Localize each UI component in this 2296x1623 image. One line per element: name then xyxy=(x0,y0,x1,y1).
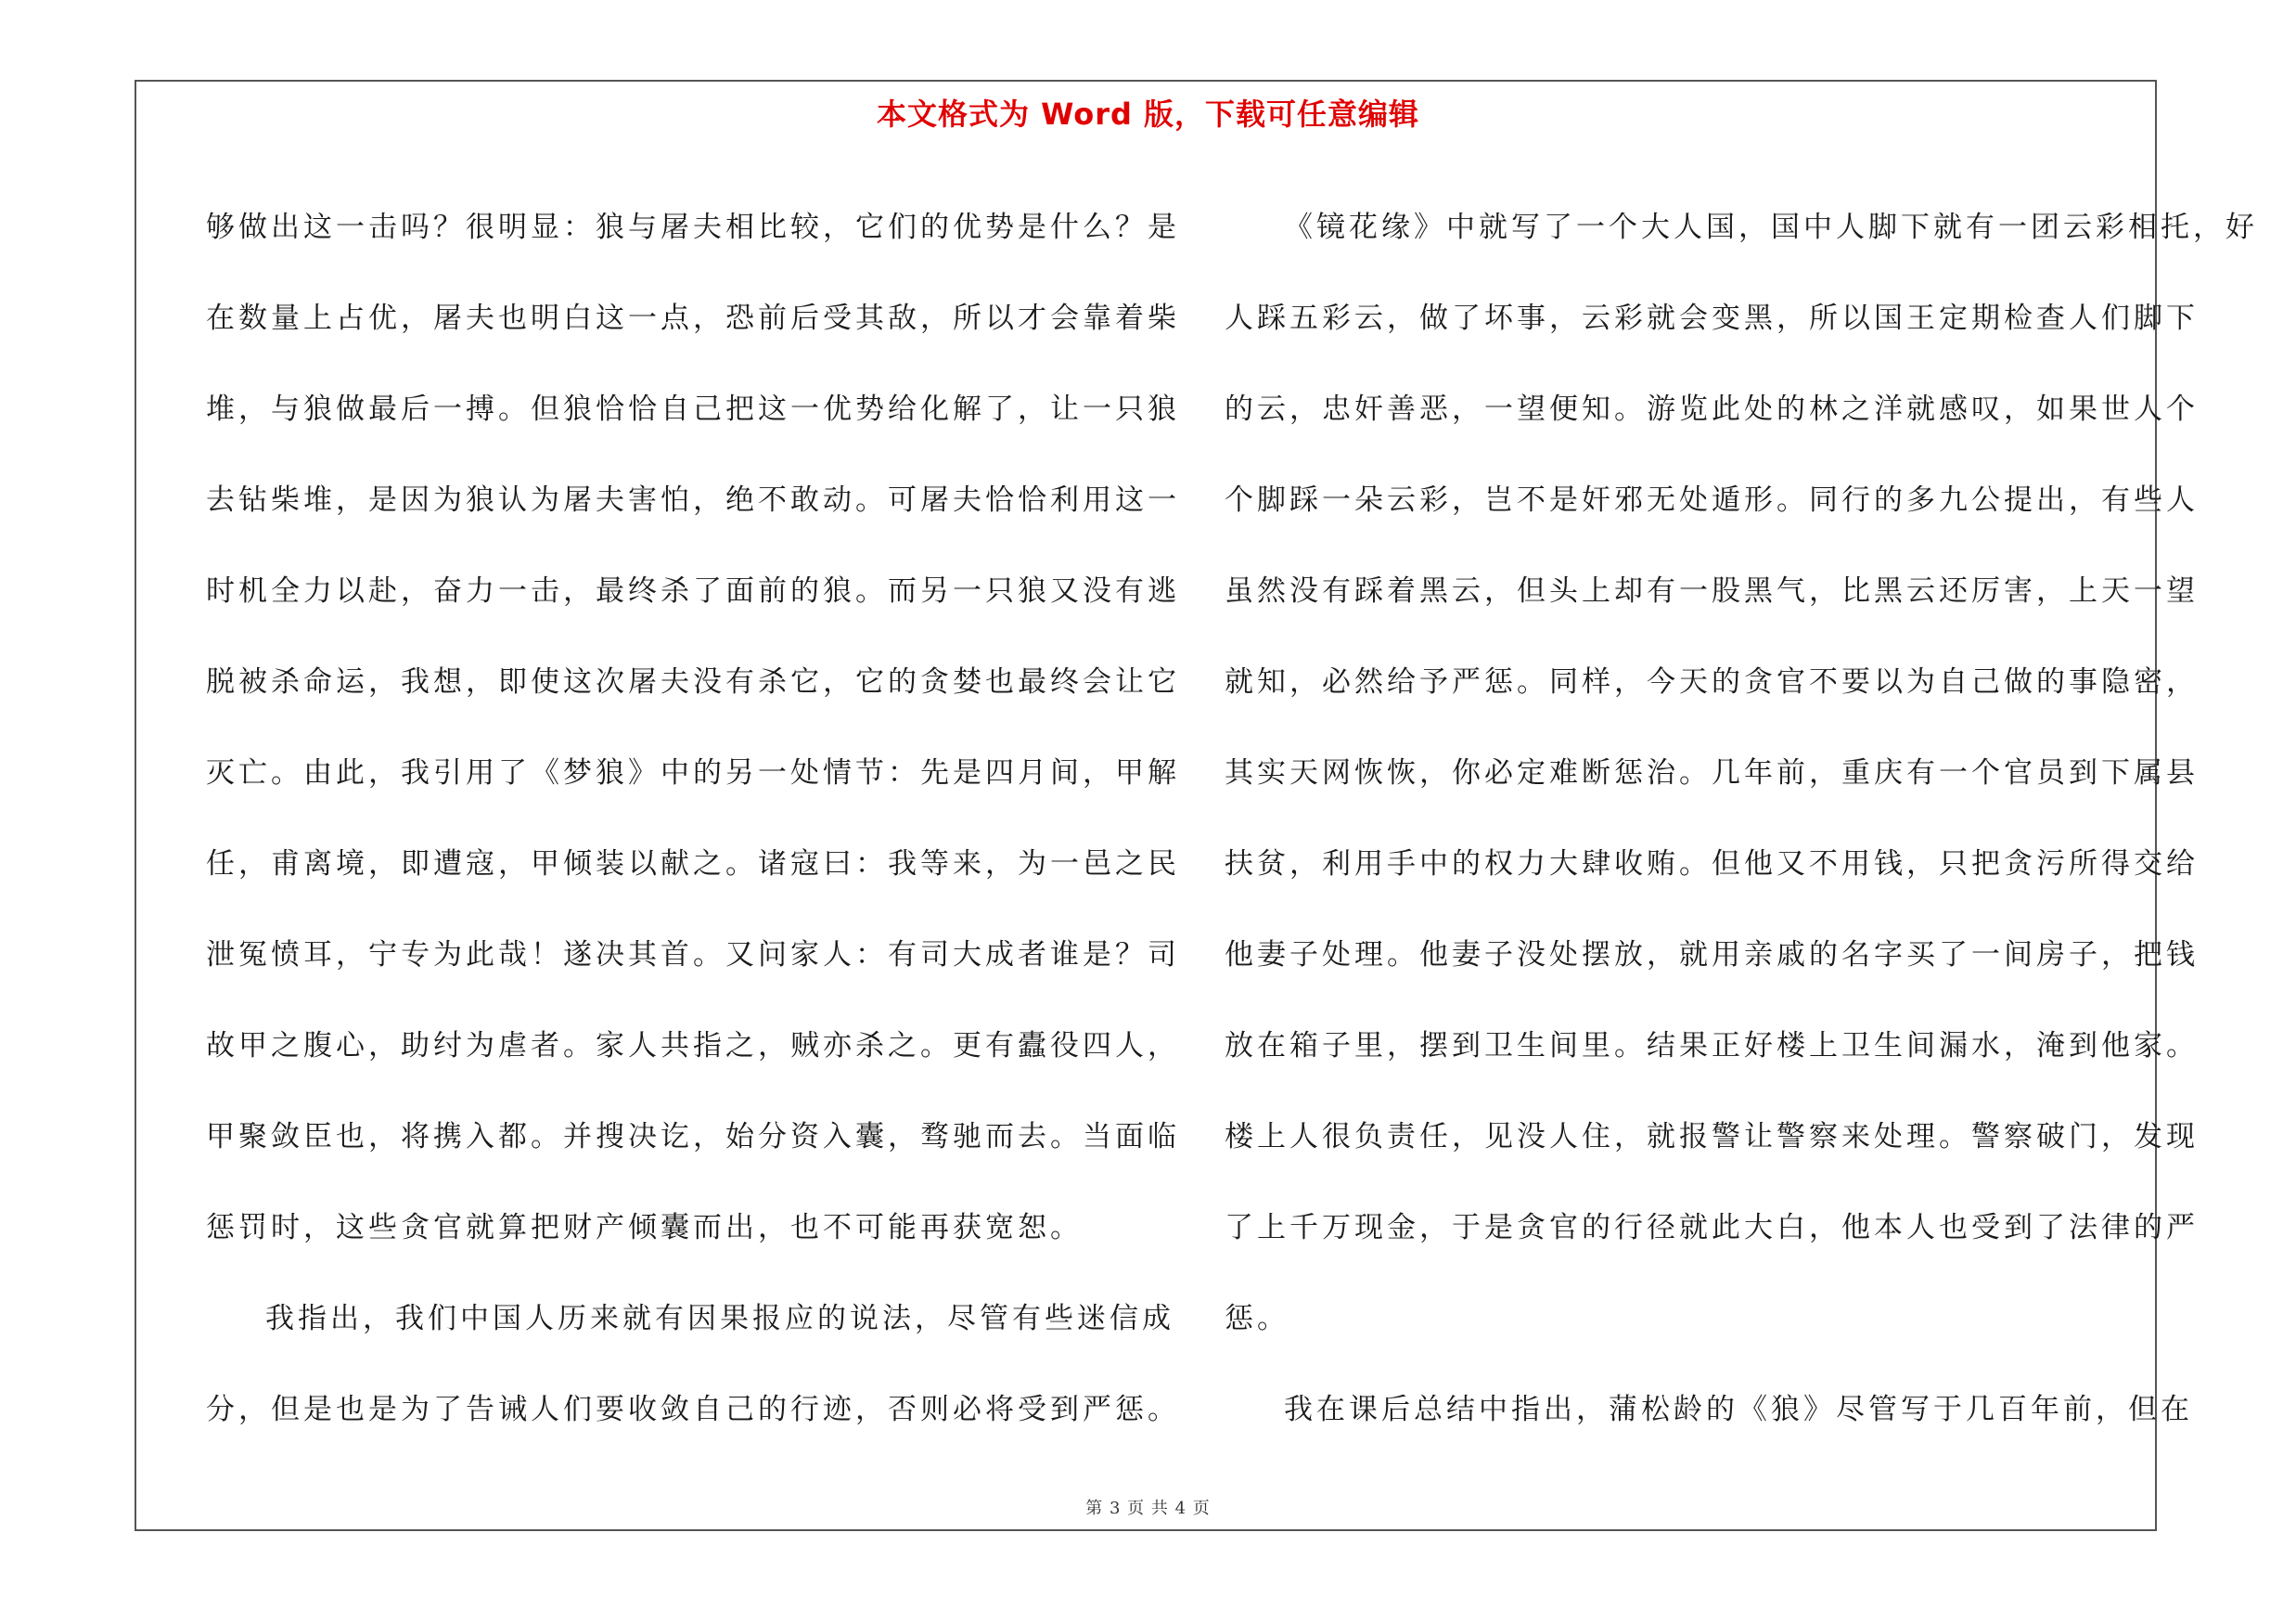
text-line: 其实天网恢恢，你必定难断惩治。几年前，重庆有一个官员到下属县 xyxy=(1225,756,2199,790)
text-line: 就知，必然给予严惩。同样，今天的贪官不要以为自己做的事隐密， xyxy=(1225,665,2199,699)
text-line: 在数量上占优，屠夫也明白这一点，恐前后受其敌，所以才会靠着柴 xyxy=(206,302,1180,335)
paragraph-start-line: 《镜花缘》中就写了一个大人国，国中人脚下就有一团云彩相托，好 xyxy=(1284,211,2258,244)
left-column xyxy=(206,182,1180,1455)
text-line: 的云，忠奸善恶，一望便知。游览此处的林之洋就感叹，如果世人个 xyxy=(1225,393,2199,426)
text-line: 个脚踩一朵云彩，岂不是奸邪无处遁形。同行的多九公提出，有些人 xyxy=(1225,483,2199,517)
text-line: 他妻子处理。他妻子没处摆放，就用亲戚的名字买了一间房子，把钱 xyxy=(1225,938,2199,972)
text-line: 放在箱子里，摆到卫生间里。结果正好楼上卫生间漏水，淹到他家。 xyxy=(1225,1029,2199,1063)
text-line: 去钻柴堆，是因为狼认为屠夫害怕，绝不敢动。可屠夫恰恰利用这一 xyxy=(206,483,1180,517)
text-line: 脱被杀命运，我想，即使这次屠夫没有杀它，它的贪婪也最终会让它 xyxy=(206,665,1180,699)
paragraph-start-line: 我在课后总结中指出，蒲松龄的《狼》尽管写于几百年前，但在 xyxy=(1284,1393,2193,1426)
text-line: 任，甫离境，即遭寇，甲倾装以献之。诸寇曰：我等来，为一邑之民 xyxy=(206,847,1180,881)
text-line: 够做出这一击吗？很明显：狼与屠夫相比较，它们的优势是什么？是 xyxy=(206,211,1180,244)
text-line: 了上千万现金，于是贪官的行径就此大白，他本人也受到了法律的严 xyxy=(1225,1211,2199,1244)
text-line: 人踩五彩云，做了坏事，云彩就会变黑，所以国王定期检查人们脚下 xyxy=(1225,302,2199,335)
text-line: 楼上人很负责任，见没人住，就报警让警察来处理。警察破门，发现 xyxy=(1225,1120,2199,1153)
page-footer: 第 3 页 共 4 页 xyxy=(1085,1499,1211,1518)
text-line: 分，但是也是为了告诫人们要收敛自己的行迹，否则必将受到严惩。 xyxy=(206,1393,1180,1426)
text-line: 时机全力以赴，奋力一击，最终杀了面前的狼。而另一只狼又没有逃 xyxy=(206,574,1180,608)
text-line: 灭亡。由此，我引用了《梦狼》中的另一处情节：先是四月间，甲解 xyxy=(206,756,1180,790)
right-column xyxy=(1225,182,2258,1455)
text-line: 惩罚时，这些贪官就算把财产倾囊而出，也不可能再获宽恕。 xyxy=(206,1211,1083,1244)
text-line: 故甲之腹心，助纣为虐者。家人共指之，贼亦杀之。更有蠹役四人， xyxy=(206,1029,1180,1063)
text-line: 甲聚敛臣也，将携入都。并搜决讫，始分资入囊，骛驰而去。当面临 xyxy=(206,1120,1180,1153)
text-line: 扶贫，利用手中的权力大肆收贿。但他又不用钱，只把贪污所得交给 xyxy=(1225,847,2199,881)
paragraph-start-line: 我指出，我们中国人历来就有因果报应的说法，尽管有些迷信成 xyxy=(265,1302,1174,1335)
text-line: 泄冤愤耳，宁专为此哉！遂决其首。又问家人：有司大成者谁是？司 xyxy=(206,938,1180,972)
text-line: 堆，与狼做最后一搏。但狼恰恰自己把这一优势给化解了，让一只狼 xyxy=(206,393,1180,426)
text-line: 惩。 xyxy=(1225,1302,1289,1335)
header-banner: 本文格式为 Word 版，下载可任意编辑 xyxy=(876,97,1420,132)
text-line: 虽然没有踩着黑云，但头上却有一股黑气，比黑云还厉害，上天一望 xyxy=(1225,574,2199,608)
